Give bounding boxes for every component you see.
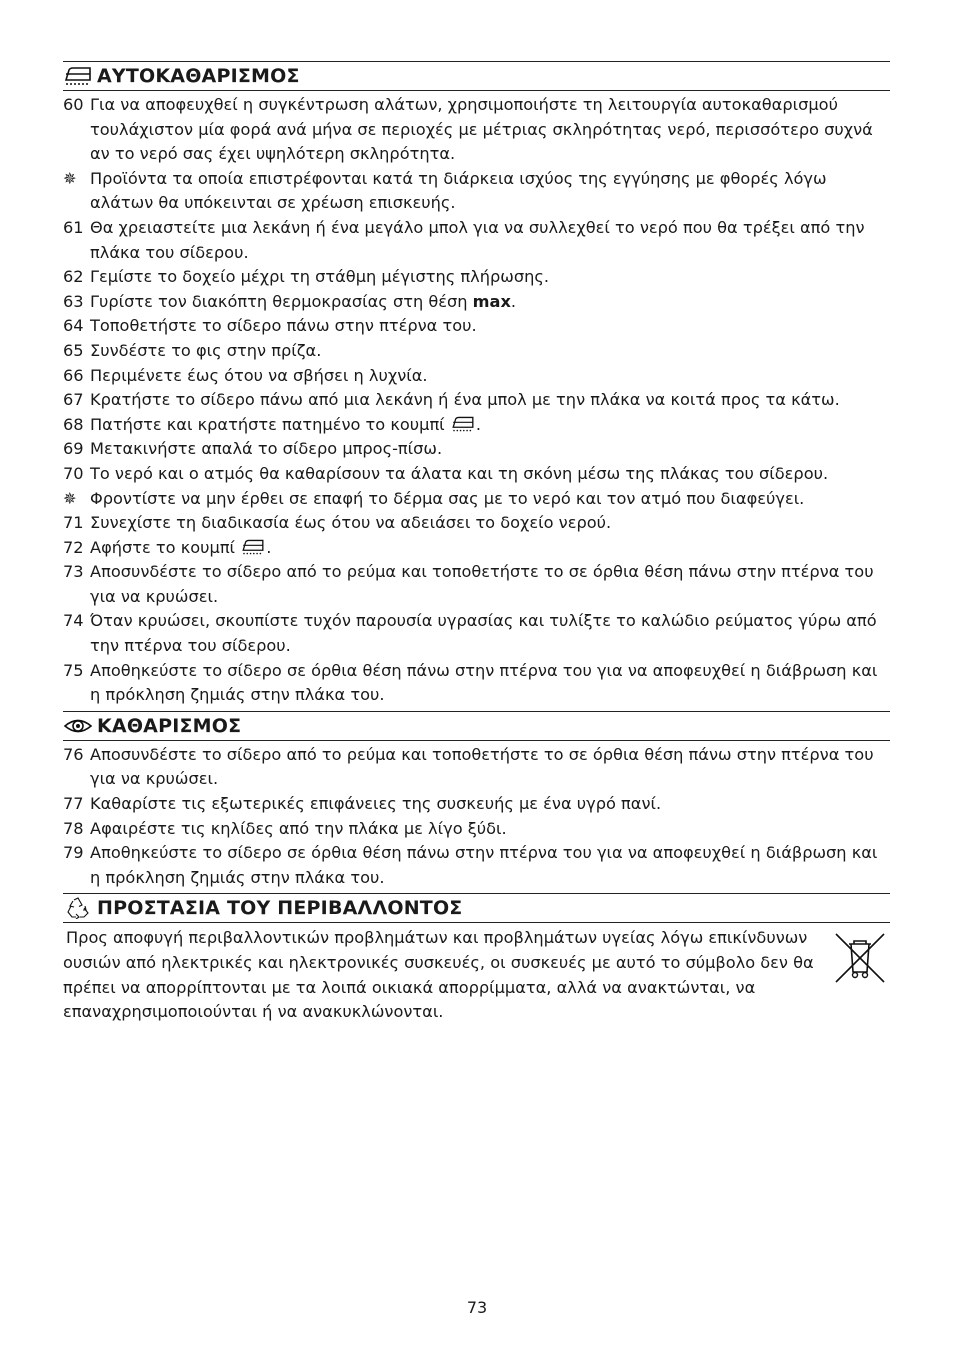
list-item xyxy=(63,265,890,290)
section-cleaning-header xyxy=(63,711,890,741)
list-item xyxy=(63,339,890,364)
list-item xyxy=(63,743,890,792)
item-text-main: Περιμένετε έως ότου να σβήσει η λυχνία. xyxy=(90,365,428,385)
list-item xyxy=(63,462,890,487)
item-text xyxy=(90,487,890,512)
list-item xyxy=(63,93,890,167)
item-text xyxy=(90,743,890,792)
item-text-main: Το νερό και ο ατμός θα καθαρίσουν τα άλατα και τη σκόνη μέσω της πλάκας του σίδερου. xyxy=(90,463,829,483)
list-item xyxy=(63,413,890,438)
item-text xyxy=(90,167,890,216)
section-self-clean-header xyxy=(63,61,890,91)
item-text-main: Φροντίστε να μην έρθει σε επαφή το δέρμα σας με το νερό και τον ατμό που διαφεύγει. xyxy=(90,488,805,508)
item-text xyxy=(90,609,890,658)
item-text xyxy=(90,265,890,290)
item-text-after: . xyxy=(510,291,517,311)
item-text xyxy=(90,339,890,364)
self-clean-list xyxy=(63,93,890,708)
list-item xyxy=(63,388,890,413)
item-text-main: Συνεχίστε τη διαδικασία έως ότου να αδειάσει το δοχείο νερού. xyxy=(90,513,612,533)
item-text xyxy=(90,560,890,609)
list-item xyxy=(63,167,890,216)
list-item xyxy=(63,560,890,609)
item-text-main: Γεμίστε το δοχείο μέχρι τη στάθμη μέγιστης πλήρωσης. xyxy=(90,267,550,287)
item-text-after: . xyxy=(475,414,481,434)
iron-self-clean-icon xyxy=(450,415,476,434)
page-number: 73 xyxy=(466,1298,488,1317)
item-number: 69 xyxy=(63,439,84,459)
environment-text: Προς αποφυγή περιβαλλοντικών προβλημάτων και προβλημάτων υγείας λόγω επικίνδυνων ουσιών από ηλεκτρικές και ηλεκτρονικές συσκευές, οι συσκευές με αυτό το σύμβολο δεν θα πρέπει να απορρίπτονται με τα λοιπά οικιακά απορρίμματα, αλλά να ανακτώνται, να επαναχρησιμοποιούνται ή να ανακυκλώνονται. xyxy=(63,928,814,1022)
item-number: 70 xyxy=(63,463,84,483)
cleaning-list xyxy=(63,743,890,891)
list-item xyxy=(63,216,890,265)
list-item xyxy=(63,817,890,842)
item-number: 79 xyxy=(63,843,84,863)
item-number: 74 xyxy=(63,611,84,631)
list-item xyxy=(63,536,890,561)
item-text-main: Αποθηκεύστε το σίδερο σε όρθια θέση πάνω στην πτέρνα του για να αποφευχθεί η διάβρωση και η πρόκληση ζημιάς στην πλάκα του. xyxy=(90,843,878,887)
list-item xyxy=(63,487,890,512)
iron-self-clean-icon xyxy=(63,64,97,88)
item-number: 64 xyxy=(63,316,84,336)
item-text-main: Όταν κρυώσει, σκουπίστε τυχόν παρουσία υγρασίας και τυλίξτε το καλώδιο ρεύματος γύρω από την πτέρνα του σίδερου. xyxy=(90,611,877,656)
section-title: ΑΥΤΟΚΑΘΑΡΙΣΜΟΣ xyxy=(97,65,300,87)
item-text xyxy=(90,93,890,167)
section-title: ΠΡΟΣΤΑΣΙΑ ΤΟΥ ΠΕΡΙΒΑΛΛΟΝΤΟΣ xyxy=(97,897,463,920)
item-number: 68 xyxy=(63,414,84,434)
item-number: 75 xyxy=(63,660,84,680)
environment-block xyxy=(63,926,890,1024)
item-number: 67 xyxy=(63,390,84,410)
item-text xyxy=(90,659,890,708)
item-text-main: Γυρίστε τον διακόπτη θερμοκρασίας στη θέση xyxy=(90,291,473,311)
item-number: 63 xyxy=(63,291,84,311)
list-item xyxy=(63,364,890,389)
item-text-main: Πατήστε και κρατήστε πατημένο το κουμπί xyxy=(90,414,450,434)
item-text-main: Αφήστε το κουμπί xyxy=(90,537,241,557)
item-number: 66 xyxy=(63,365,84,385)
item-number: 76 xyxy=(63,744,84,764)
item-number: 62 xyxy=(63,267,84,287)
iron-self-clean-icon xyxy=(240,538,266,557)
crossed-bin-icon xyxy=(834,926,890,1024)
list-item xyxy=(63,511,890,536)
item-text-main: Αποσυνδέστε το σίδερο από το ρεύμα και τοποθετήστε το σε όρθια θέση πάνω στην πτέρνα του για να κρυώσει. xyxy=(90,744,874,789)
item-text xyxy=(90,437,890,462)
item-text-main: Συνδέστε το φις στην πρίζα. xyxy=(90,340,322,360)
item-text-main: Μετακινήστε απαλά το σίδερο μπρος-πίσω. xyxy=(90,439,443,459)
list-item xyxy=(63,609,890,658)
item-text xyxy=(90,462,890,487)
eye-icon xyxy=(63,714,97,738)
item-number: 61 xyxy=(63,217,84,237)
item-text xyxy=(90,841,890,890)
page-content xyxy=(63,61,890,1025)
item-text xyxy=(90,536,890,561)
item-text xyxy=(90,388,890,413)
item-text-main: Αφαιρέστε τις κηλίδες από την πλάκα με λίγο ξύδι. xyxy=(90,818,507,838)
list-item xyxy=(63,659,890,708)
list-item xyxy=(63,841,890,890)
item-text xyxy=(90,290,890,315)
item-number: 78 xyxy=(63,818,84,838)
item-number: 65 xyxy=(63,340,84,360)
item-text-after: . xyxy=(266,537,272,557)
item-text-main: Καθαρίστε τις εξωτερικές επιφάνειες της συσκευής με ένα υγρό πανί. xyxy=(90,794,662,814)
recycle-icon xyxy=(63,896,97,920)
section-environment-header xyxy=(63,893,890,923)
item-text xyxy=(90,792,890,817)
list-item xyxy=(63,290,890,315)
item-number: 72 xyxy=(63,537,84,557)
item-text xyxy=(90,364,890,389)
item-text-main: Αποσυνδέστε το σίδερο από το ρεύμα και τοποθετήστε το σε όρθια θέση πάνω στην πτέρνα του για να κρυώσει. xyxy=(90,562,874,606)
item-text xyxy=(90,314,890,339)
item-number: 71 xyxy=(63,513,84,533)
item-text xyxy=(90,817,890,842)
item-number: 60 xyxy=(63,95,84,114)
list-item xyxy=(63,314,890,339)
item-text xyxy=(90,413,890,438)
item-text-main: Προϊόντα τα οποία επιστρέφονται κατά τη διάρκεια ισχύος της εγγύησης με φθορές λόγω αλάτων θα υπόκεινται σε χρέωση επισκευής. xyxy=(90,168,827,213)
list-item xyxy=(63,437,890,462)
item-text-main: Κρατήστε το σίδερο πάνω από μια λεκάνη ή ένα μπολ με την πλάκα να κοιτά προς τα κάτω. xyxy=(90,390,840,410)
item-text-main: Για να αποφευχθεί η συγκέντρωση αλάτων, χρησιμοποιήστε τη λειτουργία αυτοκαθαρισμού τουλάχιστον μία φορά ανά μήνα σε περιοχές με μέτριας σκληρότητας νερό, περισσότερο συχνά αν το νερό σας έχει υψηλότερη σκληρότητα. xyxy=(90,95,873,164)
item-text-main: Θα χρειαστείτε μια λεκάνη ή ένα μεγάλο μπολ για να συλλεχθεί το νερό που θα τρέξει από την πλάκα του σίδερου. xyxy=(90,217,865,262)
item-text-main: Τοποθετήστε το σίδερο πάνω στην πτέρνα του. xyxy=(90,316,477,336)
list-item xyxy=(63,792,890,817)
item-number: 73 xyxy=(63,562,84,582)
item-number: ✵ xyxy=(63,168,77,188)
item-number: ✵ xyxy=(63,488,77,508)
item-text xyxy=(90,511,890,536)
item-text-main: Αποθηκεύστε το σίδερο σε όρθια θέση πάνω στην πτέρνα του για να αποφευχθεί η διάβρωση και η πρόκληση ζημιάς στην πλάκα του. xyxy=(90,660,878,705)
item-number: 77 xyxy=(63,794,84,814)
section-title: ΚΑΘΑΡΙΣΜΟΣ xyxy=(97,714,242,737)
item-text-bold: max xyxy=(472,291,511,311)
item-text xyxy=(90,216,890,265)
